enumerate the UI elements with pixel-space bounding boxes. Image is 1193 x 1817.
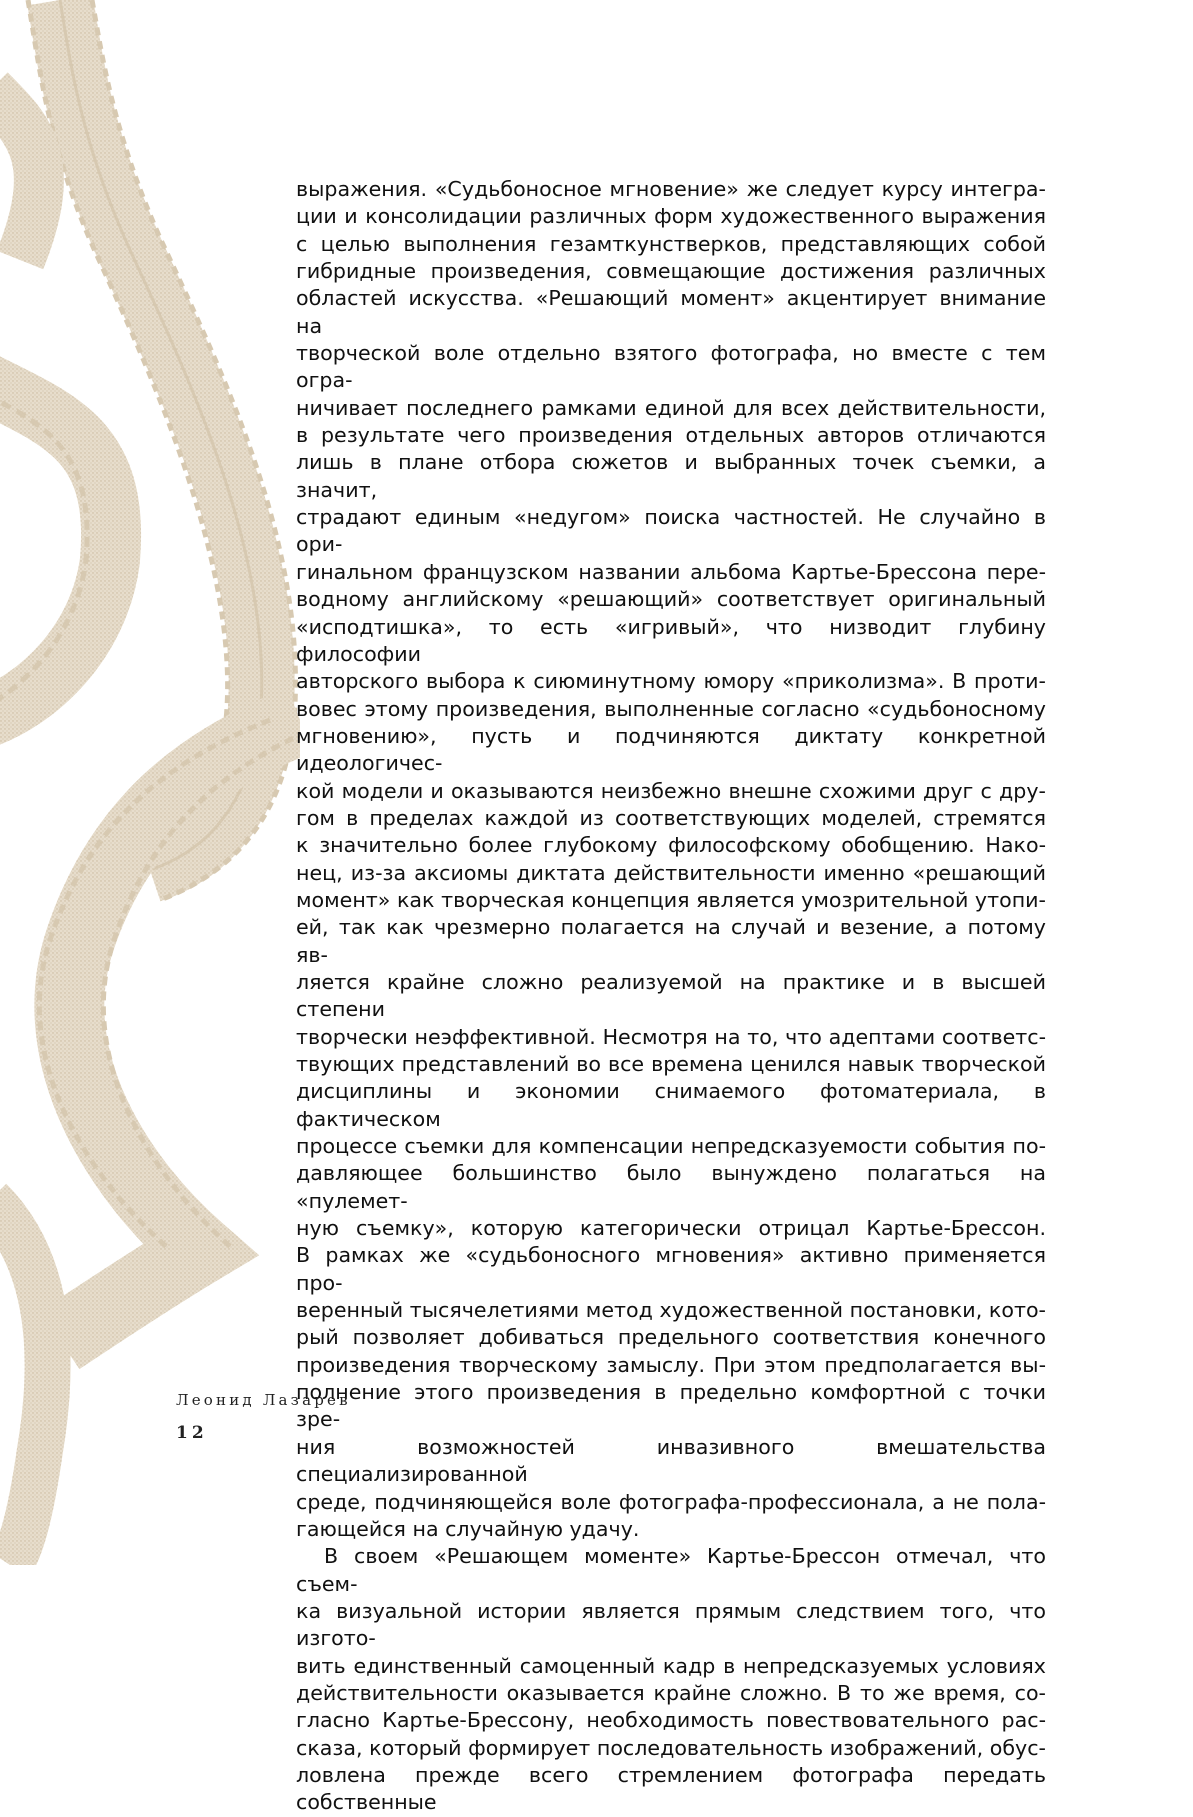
text-line: веренный тысячелетиями метод художественной постановки, кото- xyxy=(296,1298,1046,1323)
text-line: гибридные произведения, совмещающие достижения различных xyxy=(296,259,1046,284)
text-line: к значительно более глубокому философскому обобщению. Нако- xyxy=(296,833,1046,858)
text-line: ей, так как чрезмерно полагается на случай и везение, а потому яв- xyxy=(296,915,1046,967)
text-line: гласно Картье-Брессону, необходимость повествовательного рас- xyxy=(296,1708,1046,1733)
text-line: ния возможностей инвазивного вмешательства специализированной xyxy=(296,1434,1046,1487)
text-line: творчески неэффективной. Несмотря на то, что адептами соответс- xyxy=(296,1024,1046,1049)
text-line: произведения творческому замыслу. При этом предполагается вы- xyxy=(296,1352,1046,1377)
text-line: вить единственный самоценный кадр в непредсказуемых условиях xyxy=(296,1653,1046,1678)
text-line: ничивает последнего рамками единой для всех действительности, xyxy=(296,395,1046,420)
text-line: давляющее большинство было вынуждено полагаться на «пулемет- xyxy=(296,1161,1046,1213)
text-line: лишь в плане отбора сюжетов и выбранных точек съемки, а значит, xyxy=(296,450,1046,502)
text-line: В своем «Решающем моменте» Картье-Брессон отмечал, что съем- xyxy=(296,1544,1046,1596)
text-line: ляется крайне сложно реализуемой на практике и в высшей степени xyxy=(296,969,1046,1022)
text-line: момент» как творческая концепция является умозрительной утопи- xyxy=(296,887,1046,912)
text-line: гом в пределах каждой из соответствующих моделей, стремятся xyxy=(296,805,1046,830)
text-line: ловлена прежде всего стремлением фотографа передать собственные xyxy=(296,1762,1046,1815)
text-line: с целью выполнения гезамткунстверков, представляющих собой xyxy=(296,231,1046,256)
text-line: ции и консолидации различных форм художественного выражения xyxy=(296,204,1046,229)
text-line: В рамках же «судьбоносного мгновения» активно применяется про- xyxy=(296,1243,1046,1295)
film-strip-decoration xyxy=(0,0,300,1565)
text-line: твующих представлений во все времена ценился навык творческой xyxy=(296,1052,1046,1076)
page-number: 12 xyxy=(176,1423,208,1443)
text-line: полнение этого произведения в предельно комфортной с точки зре- xyxy=(296,1380,1046,1432)
text-line: ную съемку», которую категорически отрицал Картье-Брессон. xyxy=(296,1216,1046,1241)
text-line: «исподтишка», то есть «игривый», что низводит глубину философии xyxy=(296,614,1046,666)
body-text xyxy=(296,176,1046,1817)
footer-author: Леонид Лазарев xyxy=(176,1391,351,1409)
text-line: кой модели и оказываются неизбежно внешне схожими друг с дру- xyxy=(296,778,1046,803)
text-line: нец, из-за аксиомы диктата действительности именно «решающий xyxy=(296,860,1046,885)
text-line: мгновению», пусть и подчиняются диктату конкретной идеологичес- xyxy=(296,723,1046,776)
text-line: в результате чего произведения отдельных авторов отличаются xyxy=(296,423,1046,448)
text-line: выражения. «Судьбоносное мгновение» же следует курсу интегра- xyxy=(296,177,1046,201)
text-line: гающейся на случайную удачу. xyxy=(296,1516,640,1541)
text-line: творческой воле отдельно взятого фотографа, но вместе с тем огра- xyxy=(296,341,1046,393)
text-line: водному английскому «решающий» соответствует оригинальный xyxy=(296,587,1046,612)
text-line: авторского выбора к сиюминутному юмору «приколизма». В проти- xyxy=(296,669,1046,694)
text-line: областей искусства. «Решающий момент» акцентирует внимание на xyxy=(296,286,1046,338)
text-line: ка визуальной истории является прямым следствием того, что изгото- xyxy=(296,1598,1046,1651)
text-line: рый позволяет добиваться предельного соответствия конечного xyxy=(296,1325,1046,1350)
text-line: гинальном французском названии альбома Картье-Брессона пере- xyxy=(296,559,1046,584)
film-strip-lower xyxy=(0,720,300,1565)
text-line: вовес этому произведения, выполненные согласно «судьбоносному xyxy=(296,696,1046,721)
text-line: сказа, который формирует последовательность изображений, обус- xyxy=(296,1735,1046,1760)
text-line: процессе съемки для компенсации непредсказуемости события по- xyxy=(296,1134,1046,1159)
text-line: страдают единым «недугом» поиска частностей. Не случайно в ори- xyxy=(296,505,1046,557)
text-line: действительности оказывается крайне сложно. В то же время, со- xyxy=(296,1680,1046,1705)
text-line: среде, подчиняющейся воле фотографа-профессионала, а не пола- xyxy=(296,1489,1046,1514)
text-line: дисциплины и экономии снимаемого фотоматериала, в фактическом xyxy=(296,1079,1046,1131)
